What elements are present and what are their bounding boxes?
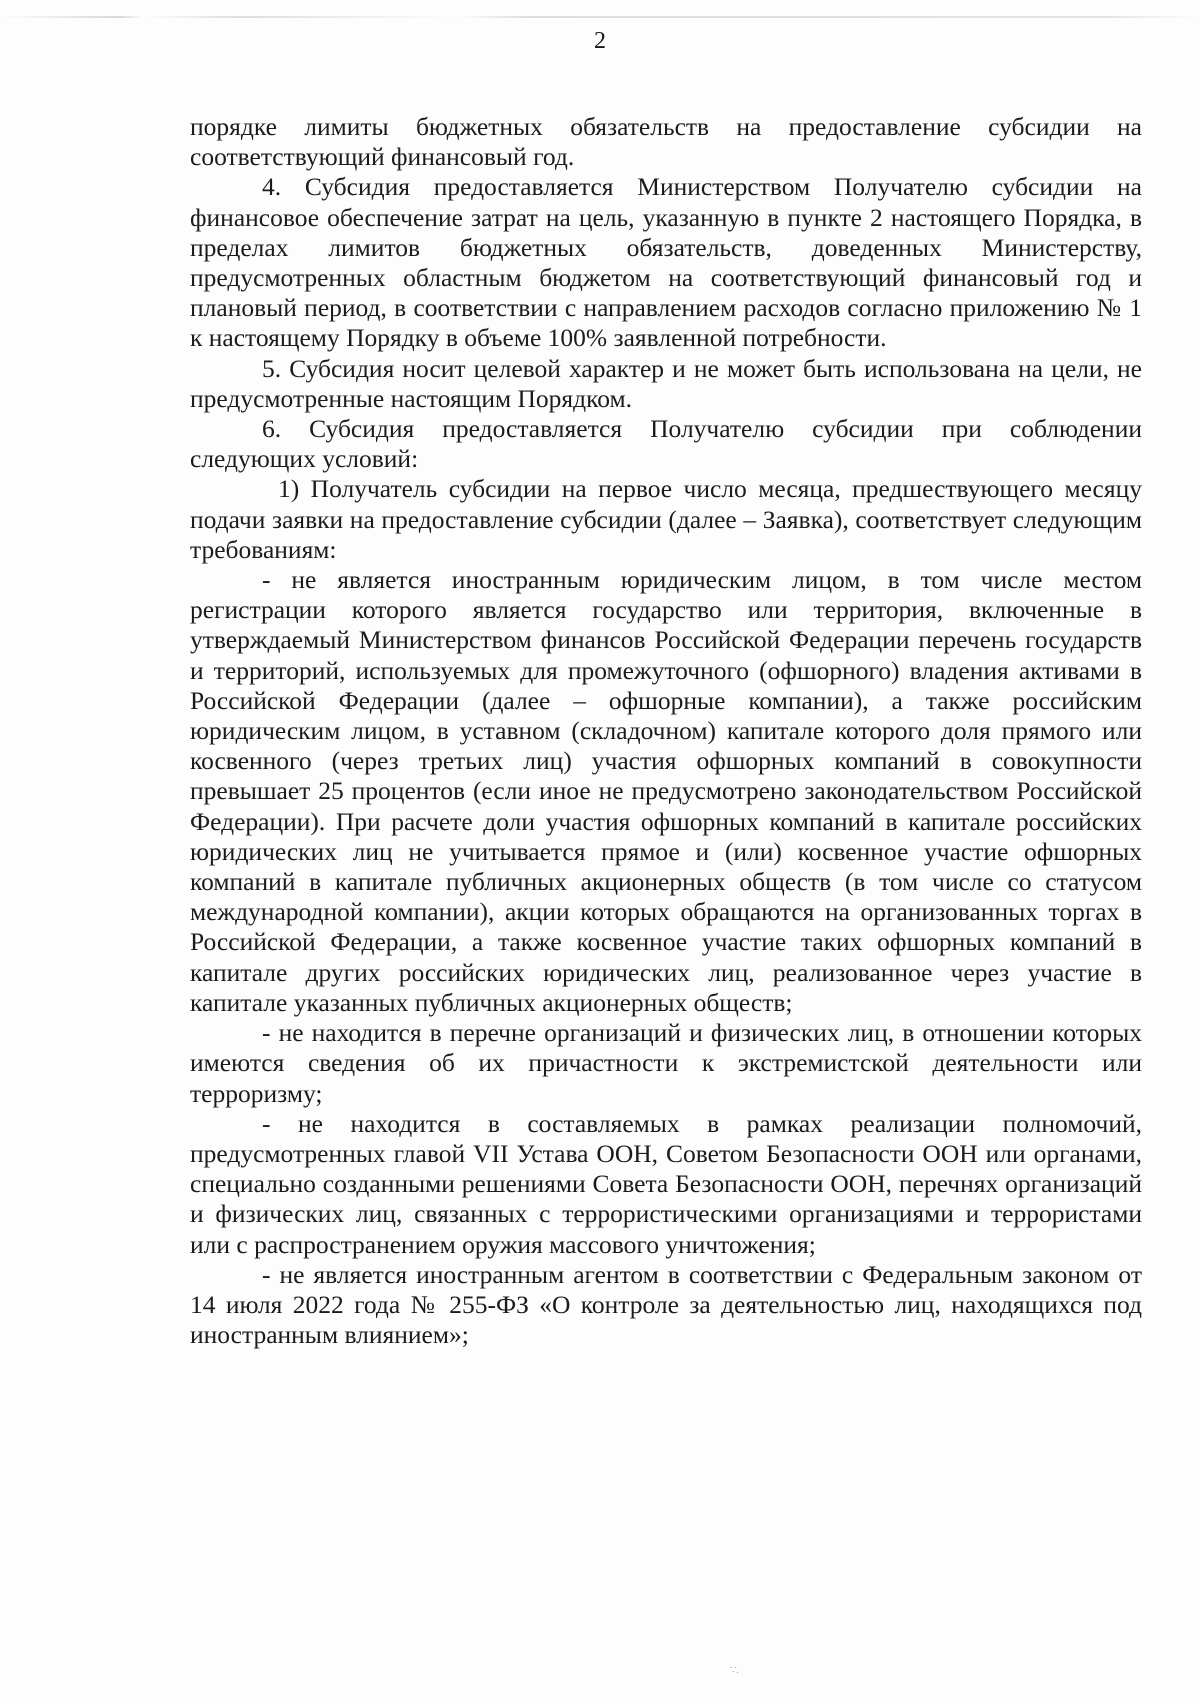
paragraph-subitem-1: 1) Получатель субсидии на первое число месяца, предшествующего месяцу подачи заявки на предоставление субсидии (далее – Заявка), соответствует следующим требованиям: [190, 474, 1142, 564]
requirement-extremism: - не находится в перечне организаций и физических лиц, в отношении которых имеются сведения об их причастности к экстремистской деятельности или терроризму; [190, 1018, 1142, 1108]
requirement-foreign-agent: - не является иностранным агентом в соответствии с Федеральным законом от 14 июля 2022 года № 255-ФЗ «О контроле за деятельностью лиц, находящихся под иностранным влиянием»; [190, 1259, 1142, 1350]
page-number: 2 [594, 28, 606, 54]
paragraph-item-5: 5. Субсидия носит целевой характер и не может быть использована на цели, не предусмотренные настоящим Порядком. [190, 353, 1142, 413]
scan-speck: ∵. [730, 1665, 739, 1676]
requirement-offshore: - не является иностранным юридическим лицом, в том числе местом регистрации которого является государство или территория, включенные в утверждаемый Министерством финансов Российской Федерации перечень государств и территорий, используемых для промежуточного (офшорного) владения активами в Российской Федерации (далее – офшорные компании), а также российским юридическим лицом, в уставном (складочном) капитале которого доля прямого или косвенного (через третьих лиц) участия офшорных компаний в совокупности превышает 25 процентов (если иное не предусмотрено законодательством Российской Федерации). При расчете доли участия офшорных компаний в капитале российских юридических лиц не учитывается прямое и (или) косвенное участие офшорных компаний в капитале публичных акционерных обществ (в том числе со статусом международной компании), акции которых обращаются на организованных торгах в Российской Федерации, а также косвенное участие таких офшорных компаний в капитале других российских юридических лиц, реализованное через участие в капитале указанных публичных акционерных обществ; [190, 565, 1142, 1017]
paragraph-item-4: 4. Субсидия предоставляется Министерством Получателю субсидии на финансовое обеспечение затрат на цель, указанную в пункте 2 настоящего Порядка, в пределах лимитов бюджетных обязательств, доведенных Министерству, предусмотренных областным бюджетом на соответствующий финансовый год и плановый период, в соответствии с направлением расходов согласно приложению № 1 к настоящему Порядку в объеме 100% заявленной потребности. [190, 172, 1142, 353]
scan-artifact-line [0, 16, 1200, 18]
document-body [190, 112, 1142, 1350]
paragraph-item-6: 6. Субсидия предоставляется Получателю субсидии при соблюдении следующих условий: [190, 414, 1142, 474]
paragraph-continuation: порядке лимиты бюджетных обязательств на предоставление субсидии на соответствующий финансовый год. [190, 112, 1142, 172]
requirement-un-lists: - не находится в составляемых в рамках реализации полномочий, предусмотренных главой VII Устава ООН, Советом Безопасности ООН или органами, специально созданными решениями Совета Безопасности ООН, перечнях организаций и физических лиц, связанных с террористическими организациями и террористами или с распространением оружия массового уничтожения; [190, 1108, 1142, 1259]
